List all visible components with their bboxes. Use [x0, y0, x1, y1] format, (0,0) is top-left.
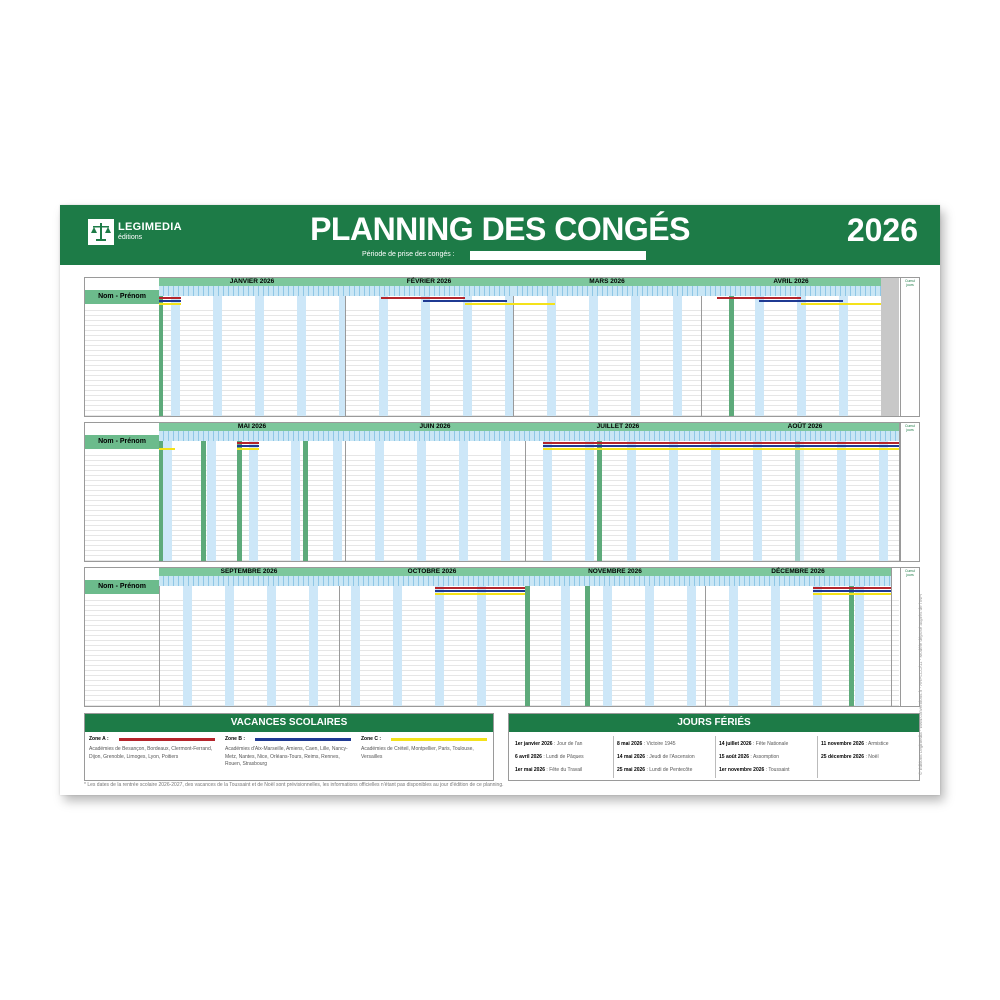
zone-c-bar [543, 448, 711, 450]
month-avril [701, 278, 882, 416]
days-strip [513, 286, 701, 296]
zone-a [89, 736, 221, 761]
zone-a-bar [543, 442, 711, 444]
days-strip [711, 431, 899, 441]
month-title: AOÛT 2026 [711, 423, 899, 431]
zone-a-bar [237, 442, 259, 444]
weekend-column [795, 441, 804, 561]
divider [715, 736, 716, 778]
days-strip [525, 431, 711, 441]
total-label: Cumul jours [904, 279, 916, 287]
month-mai [159, 423, 346, 561]
zone-b-bar [435, 590, 525, 592]
holiday-item: 1er janvier 2026 : Jour de l'an [515, 741, 583, 747]
total-column [900, 423, 919, 561]
month-title: FÉVRIER 2026 [345, 278, 513, 286]
weekend-column [711, 441, 720, 561]
weekend-column [309, 586, 318, 706]
total-label: Cumul jours [904, 569, 916, 577]
days-strip [525, 576, 705, 586]
weekend-column [249, 441, 258, 561]
zone-b-bar [711, 445, 899, 447]
page-title: PLANNING DES CONGÉS [310, 211, 690, 247]
weekend-column [379, 296, 388, 416]
weekend-column [171, 296, 180, 416]
month-novembre [525, 568, 706, 706]
weekend-column [463, 296, 472, 416]
zone-a-bar [717, 297, 801, 299]
holiday-item: 1er mai 2026 : Fête du Travail [515, 767, 583, 773]
feries-col-2 [617, 738, 717, 777]
days-strip [159, 431, 345, 441]
month-title: SEPTEMBRE 2026 [159, 568, 339, 576]
calendar-block-1 [84, 277, 920, 417]
month-juillet [525, 423, 712, 561]
zone-a-bar [711, 442, 899, 444]
total-column [900, 568, 919, 706]
weekend-column [561, 586, 570, 706]
weekend-column [589, 296, 598, 416]
holiday-item: 8 mai 2026 : Victoire 1945 [617, 741, 676, 747]
zone-a-bar [435, 587, 525, 589]
name-column [85, 278, 160, 416]
days-strip [701, 286, 881, 296]
name-header: Nom - Prénom [85, 435, 159, 449]
holiday-item: 14 mai 2026 : Jeudi de l'Ascension [617, 754, 695, 760]
weekend-column [753, 441, 762, 561]
days-strip [159, 286, 345, 296]
month-fevrier [345, 278, 514, 416]
holiday-item: 25 décembre 2026 : Noël [821, 754, 879, 760]
weekend-column [627, 441, 636, 561]
weekend-column [687, 586, 696, 706]
month-title: OCTOBRE 2026 [339, 568, 525, 576]
zone-b-bar [237, 445, 259, 447]
weekend-column [375, 441, 384, 561]
month-septembre [159, 568, 340, 706]
year-label: 2026 [846, 212, 918, 248]
weekend-column [673, 296, 682, 416]
days-strip [339, 576, 525, 586]
month-title: JUILLET 2026 [525, 423, 711, 431]
month-title: JANVIER 2026 [159, 278, 345, 286]
zone-a-bar [813, 587, 891, 589]
zone-b-bar [813, 590, 891, 592]
zone-b-bar [759, 300, 843, 302]
feries-col-4 [821, 738, 921, 764]
brand-name: LEGIMEDIA [118, 221, 182, 233]
total-column [900, 278, 919, 416]
weekend-column [839, 296, 848, 416]
holiday-column [525, 586, 530, 706]
zone-c-bar [513, 303, 555, 305]
weekend-column [547, 296, 556, 416]
feries-col-3 [719, 738, 819, 777]
weekend-column [543, 441, 552, 561]
days-strip [345, 286, 513, 296]
holiday-column [237, 441, 242, 561]
weekend-column [837, 441, 846, 561]
month-title: DÉCEMBRE 2026 [705, 568, 891, 576]
holiday-column [303, 441, 308, 561]
weekend-column [645, 586, 654, 706]
zone-c-bar [237, 448, 259, 450]
holiday-column [201, 441, 206, 561]
zone-b-label: Zone B : [225, 736, 245, 742]
weekend-column [755, 296, 764, 416]
weekend-column [207, 441, 216, 561]
weekend-column [729, 586, 738, 706]
weekend-column [879, 441, 888, 561]
zone-c-text: Académies de Créteil, Montpellier, Paris, Toulouse, Versailles [361, 746, 474, 760]
weekend-column [333, 441, 342, 561]
copyright-note: © Éditions Legimedia - www.conventions.fr - ARPLCO/11 - Modèle déposé auprès de l'INPI [918, 593, 923, 775]
zone-c-bar [801, 303, 881, 305]
holiday-item: 14 juillet 2026 : Fête Nationale [719, 741, 789, 747]
weekend-column [163, 441, 172, 561]
weekend-column [255, 296, 264, 416]
weekend-column [771, 586, 780, 706]
month-title: MAI 2026 [159, 423, 345, 431]
weekend-column [417, 441, 426, 561]
holiday-column [597, 441, 602, 561]
divider [613, 736, 614, 778]
weekend-column [351, 586, 360, 706]
zone-a-bar [381, 297, 465, 299]
footnote: * Les dates de la rentrée scolaire 2026-2027, des vacances de la Toussaint et de Noël sont prévisionnelles, les informations officielles n'étant pas disponibles au jour d'édition de ce planning. [84, 782, 504, 788]
zone-c-bar [711, 448, 899, 450]
period-label: Période de prise des congés : [362, 251, 455, 258]
calendar-block-3 [84, 567, 920, 707]
weekend-column [669, 441, 678, 561]
zone-c-bar [159, 303, 181, 305]
zone-a-swatch [119, 738, 215, 741]
weekend-column [505, 296, 513, 416]
feries-title: JOURS FÉRIÉS [509, 714, 919, 732]
zone-a-bar [159, 297, 181, 299]
weekend-column [267, 586, 276, 706]
filler-column [881, 278, 899, 416]
planning-poster [60, 205, 940, 795]
feries-panel [508, 713, 920, 781]
weekend-column [501, 441, 510, 561]
holiday-item: 6 avril 2026 : Lundi de Pâques [515, 754, 584, 760]
brand-sub: éditions [118, 234, 143, 241]
scales-icon [88, 219, 114, 245]
zone-c-bar [159, 448, 175, 450]
zone-a-text: Académies de Besançon, Bordeaux, Clermont-Ferrand, Dijon, Grenoble, Limoges, Lyon, Poitiers [89, 746, 213, 760]
zone-a-label: Zone A : [89, 736, 109, 742]
holiday-item: 1er novembre 2026 : Toussaint [719, 767, 790, 773]
weekend-column [297, 296, 306, 416]
brand-logo [88, 219, 182, 249]
weekend-column [813, 586, 822, 706]
month-aout [711, 423, 900, 561]
zone-c [361, 736, 493, 761]
zone-b-text: Académies d'Aix-Marseille, Amiens, Caen, Lille, Nancy-Metz, Nantes, Nice, Orléans-Tours, Reims, Rennes, Rouen, Strasbourg [225, 746, 348, 767]
weekend-column [477, 586, 486, 706]
holiday-column [585, 586, 590, 706]
holiday-column [729, 296, 734, 416]
zone-b [225, 736, 357, 769]
days-strip [345, 431, 525, 441]
weekend-column [797, 296, 806, 416]
weekend-column [585, 441, 594, 561]
period-field[interactable] [470, 251, 646, 260]
weekend-column [421, 296, 430, 416]
month-title: JUIN 2026 [345, 423, 525, 431]
name-header: Nom - Prénom [85, 580, 159, 594]
zone-c-bar [435, 593, 525, 595]
month-title: NOVEMBRE 2026 [525, 568, 705, 576]
holiday-column [159, 296, 163, 416]
zone-b-bar [423, 300, 507, 302]
days-strip [159, 576, 339, 586]
zone-c-label: Zone C : [361, 736, 381, 742]
month-title: MARS 2026 [513, 278, 701, 286]
divider [817, 736, 818, 778]
feries-col-1 [515, 738, 615, 777]
weekend-column [855, 586, 864, 706]
weekend-column [393, 586, 402, 706]
zone-c-bar [465, 303, 513, 305]
month-title: AVRIL 2026 [701, 278, 881, 286]
holiday-item: 25 mai 2026 : Lundi de Pentecôte [617, 767, 693, 773]
weekend-column [435, 586, 444, 706]
month-janvier [159, 278, 346, 416]
calendar-block-2 [84, 422, 920, 562]
name-header: Nom - Prénom [85, 290, 159, 304]
holiday-item: 11 novembre 2026 : Armistice [821, 741, 889, 747]
month-juin [345, 423, 526, 561]
zone-b-swatch [255, 738, 351, 741]
days-strip [705, 576, 891, 586]
weekend-column [459, 441, 468, 561]
vacances-title: VACANCES SCOLAIRES [85, 714, 493, 732]
weekend-column [631, 296, 640, 416]
zone-c-swatch [391, 738, 487, 741]
zone-b-bar [159, 300, 181, 302]
name-column [85, 568, 160, 706]
weekend-column [213, 296, 222, 416]
holiday-column [849, 586, 854, 706]
weekend-column [291, 441, 300, 561]
month-mars [513, 278, 702, 416]
weekend-column [603, 586, 612, 706]
holiday-item: 15 août 2026 : Assomption [719, 754, 780, 760]
month-decembre [705, 568, 892, 706]
poster-header [60, 205, 940, 265]
month-octobre [339, 568, 526, 706]
zone-c-bar [813, 593, 891, 595]
zone-b-bar [543, 445, 711, 447]
weekend-column [183, 586, 192, 706]
weekend-column [225, 586, 234, 706]
vacances-panel [84, 713, 494, 781]
name-column [85, 423, 160, 561]
total-label: Cumul jours [904, 424, 916, 432]
